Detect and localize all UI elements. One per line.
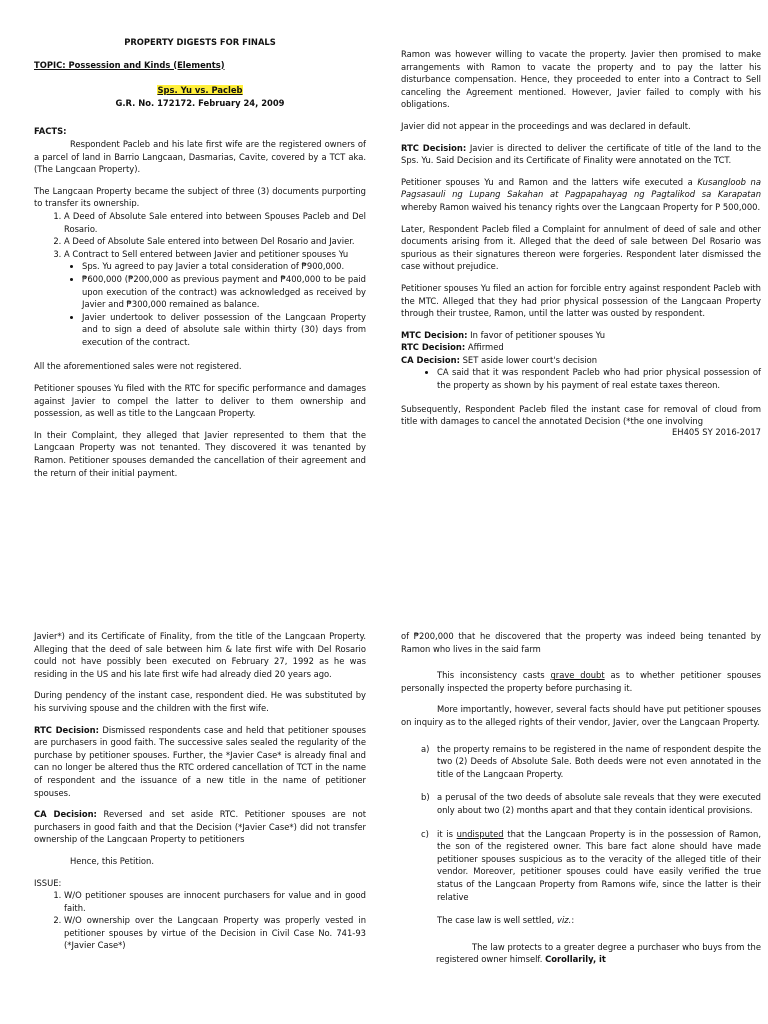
list-item: • ₱600,000 (₱200,000 as previous payment and ₱400,000 to be paid upon execution of the contract) was acknowledged as received by Javier and ₱300,000 remained as balance.: [82, 273, 366, 311]
facts-paragraph: Respondent Pacleb and his late first wife are the registered owners of a parcel of land in Barrio Langcaan, Dasmarias, Cavite, covered by a TCT aka. (The Langcaan Property).: [34, 138, 366, 175]
facts-paragraph: Javier*) and its Certificate of Finality, from the title of the Langcaan Property. Alleging that the deed of sale between him & late first wife with Del Rosario could not have possibly been executed on February 27, 1992 as he was residing in the US and his late first wife had already died 20 years ago.: [34, 631, 366, 679]
list-item: 2. A Deed of Absolute Sale entered into between Del Rosario and Javier.: [64, 235, 366, 248]
right-column-top: [401, 48, 761, 438]
facts-label: FACTS:: [34, 126, 67, 137]
gr-number: G.R. No. 172172. February 24, 2009: [115, 97, 285, 108]
facts-paragraph: Subsequently, Respondent Pacleb filed the instant case for removal of cloud from title with damages to cancel the annotated Decision (*the one involving: [401, 403, 761, 427]
ca-decision: CA Decision: Reversed and set aside RTC. Petitioner spouses are not purchasers in good faith and that the Decision (*Javier Case*) did not transfer ownership of the Langcaan Property to petitioners: [34, 809, 366, 845]
rtc-decision: RTC Decision: Javier is directed to deliver the certificate of title of the land to the Sps. Yu. Said Decision and its Certificate of Finality were annotated on the TCT.: [401, 142, 761, 166]
ca-decision: CA Decision: SET aside lower court's decision: [401, 354, 598, 365]
facts-paragraph: Petitioner spouses Yu filed an action for forcible entry against respondent Pacleb with the MTC. Alleged that they had prior physical possession of the Langcaan Property through their trustee, Ramon, until the latter was ousted by respondent.: [401, 282, 761, 319]
case-law-intro: The case law is well settled, viz.:: [437, 915, 575, 926]
rtc-decision-2: RTC Decision: Affirmed: [401, 342, 504, 353]
topic-heading: TOPIC: Possession and Kinds (Elements): [34, 59, 225, 70]
ruling-paragraph: This inconsistency casts grave doubt as to whether petitioner spouses personally inspected the property before purchasing it.: [401, 670, 761, 693]
facts-paragraph: Javier did not appear in the proceedings and was declared in default.: [401, 120, 691, 131]
right-column-bottom: [401, 630, 761, 975]
mtc-decision: MTC Decision: In favor of petitioner spouses Yu: [401, 329, 606, 340]
list-item: c) it is undisputed that the Langcaan Property is in the possession of Ramon, the son of the registered owner. This bare fact alone should have made petitioner spouses suspicious as to the veracity of the alleged title of their vendor. Moreover, petitioner spouses could have easily verified the true status of the Langcaan Property from Ramons wife, since the latter is their relative: [421, 828, 761, 902]
ca-bullet-list: [401, 366, 761, 391]
list-item: 1. W/O petitioner spouses are innocent purchasers for value and in good faith.: [64, 889, 366, 914]
left-column-bottom: [34, 630, 366, 961]
contract-sub-list: [64, 260, 366, 348]
list-item: 2. W/O ownership over the Langcaan Property was properly vested in petitioner spouses by virtue of the Decision in Civil Case No. 741-93 (*Javier Case*): [64, 914, 366, 952]
left-column-top: [34, 36, 366, 488]
suspicious-facts-list: [401, 743, 761, 904]
facts-paragraph: Ramon was however willing to vacate the property. Javier then promised to make arrangements with Ramon to vacate the property and to pay the latter his disturbance compensation. Hence, they proceeded to enter into a Contract to Sell canceling the Agreement mentioned. However, Javier failed to comply with his obligations.: [401, 49, 761, 110]
footer-code: EH405 SY 2016-2017: [672, 426, 761, 437]
facts-paragraph: During pendency of the instant case, respondent died. He was substituted by his surviving spouse and the children with the first wife.: [34, 690, 366, 713]
facts-paragraph: In their Complaint, they alleged that Javier represented to them that the Langcaan Property was not tenanted. They discovered it was tenanted by Ramon. Petitioner spouses demanded the cancellation of their agreement and the return of their initial payment.: [34, 429, 366, 478]
ruling-paragraph: of ₱200,000 that he discovered that the property was indeed being tenanted by Ramon who lives in the said farm: [401, 631, 761, 654]
case-law-quote: The law protects to a greater degree a purchaser who buys from the registered owner himself. Corollarily, it: [436, 941, 761, 965]
list-item: a) the property remains to be registered in the name of respondent despite the two (2) Deeds of Absolute Sale. Both deeds were not even annotated in the title of the Langcaan Property.: [421, 743, 761, 779]
issue-label: ISSUE:: [34, 877, 62, 888]
rtc-decision: RTC Decision: Dismissed respondents case and held that petitioner spouses are purchasers in good faith. The successive sales sealed the regularity of the purchase by petitioner spouses. Further, the *Javier Case* is already final and can no longer be altered thus the RTC ordered cancellation of TCT in the name of respondent and the issuance of a new title in the name of petitioner spouses.: [34, 724, 366, 798]
case-name: Sps. Yu vs. Pacleb: [157, 85, 243, 96]
list-item: b) a perusal of the two deeds of absolute sale reveals that they were executed only about two (2) months apart and that they contain identical provisions.: [421, 792, 761, 815]
document-title: PROPERTY DIGESTS FOR FINALS: [124, 37, 276, 47]
facts-paragraph: Later, Respondent Pacleb filed a Complaint for annulment of deed of sale and other documents arising from it. Alleged that the deed of sale between Del Rosario was spurious as their signatures thereon were forgeries. Respondent later dismissed the case without prejudice.: [401, 223, 761, 272]
list-item: • Javier undertook to deliver possession of the Langcaan Property and to sign a deed of absolute sale within thirty (30) days from execution of the contract.: [82, 311, 366, 349]
waiver-paragraph: Petitioner spouses Yu and Ramon and the latters wife executed a Kusangloob na Pagsasauli ng Lupang Sakahan at Pagpapahayag ng Pagtalikod sa Karapatan whereby Ramon waived his tenancy rights over the Langcaan Property for P 500,000.: [401, 176, 761, 212]
facts-paragraph: The Langcaan Property became the subject of three (3) documents purporting to transfer its ownership.: [34, 185, 366, 209]
issues-list: [34, 889, 366, 952]
facts-paragraph: Petitioner spouses Yu filed with the RTC for specific performance and damages against Javier to compel the latter to deliver to them ownership and possession, as well as title to the Langcaan Property.: [34, 383, 366, 419]
list-item: • CA said that it was respondent Pacleb who had prior physical possession of the property as shown by his payment of real estate taxes thereon.: [437, 366, 761, 391]
facts-paragraph: All the aforementioned sales were not registered.: [34, 361, 242, 372]
page-break: [0, 555, 768, 627]
list-item: 1. A Deed of Absolute Sale entered into between Spouses Pacleb and Del Rosario.: [64, 210, 366, 235]
list-item: • Sps. Yu agreed to pay Javier a total consideration of ₱900,000.: [82, 260, 366, 273]
documents-list: [34, 210, 366, 349]
page-bottom: [0, 627, 768, 1024]
list-item: 3. A Contract to Sell entered between Javier and petitioner spouses Yu • Sps. Yu agreed to pay Javier a total consideration of ₱900,000. • ₱600,000 (₱200,000 as previous payment and ₱400,000 to be paid upon execution of the contract) was acknowledged as received by Javier and ₱300,000 remained as balance. • Javier undertook to deliver possession of the Langcaan Property and to sign a deed of absolute sale within thirty (30) days from execution of the contract.: [64, 248, 366, 349]
ruling-paragraph: More importantly, however, several facts should have put petitioner spouses on inquiry as to the alleged rights of their vendor, Javier, over the Langcaan Property.: [401, 704, 761, 727]
facts-paragraph: Hence, this Petition.: [70, 855, 155, 866]
